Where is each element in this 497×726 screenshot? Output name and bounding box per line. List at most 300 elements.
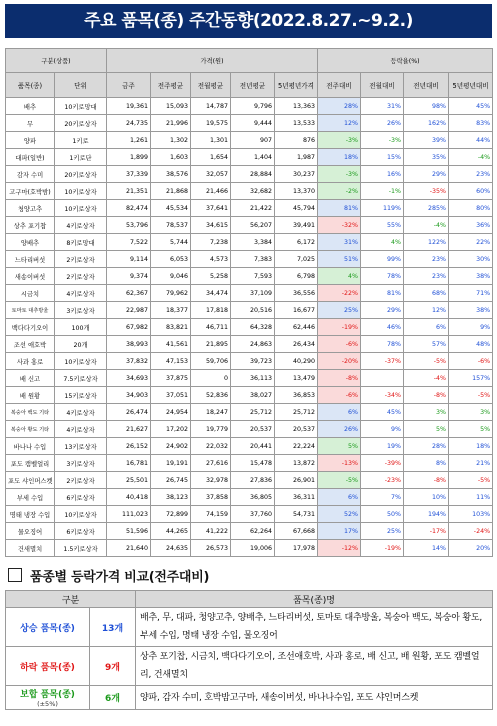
change-cell: 28% xyxy=(318,98,361,115)
item-unit: 10키로망대 xyxy=(55,98,107,115)
price-cell: 0 xyxy=(191,370,231,387)
change-cell: 194% xyxy=(404,506,449,523)
price-cell: 24,902 xyxy=(151,438,191,455)
item-name: 물오징어 xyxy=(6,523,55,540)
change-cell: 119% xyxy=(361,200,404,217)
price-cell: 36,113 xyxy=(231,370,275,387)
column-header: 품목(종) xyxy=(6,73,55,98)
checkbox-square-icon xyxy=(8,568,22,582)
table-row xyxy=(6,217,493,234)
change-cell: -22% xyxy=(318,285,361,302)
price-cell: 34,693 xyxy=(107,370,151,387)
change-cell: -3% xyxy=(318,166,361,183)
change-cell: 60% xyxy=(449,183,493,200)
change-cell: -13% xyxy=(318,455,361,472)
price-cell: 37,109 xyxy=(231,285,275,302)
change-cell: 30% xyxy=(449,251,493,268)
price-cell: 6,798 xyxy=(275,268,318,285)
price-cell: 9,046 xyxy=(151,268,191,285)
column-header: 전주평균 xyxy=(151,73,191,98)
change-cell: 7% xyxy=(361,489,404,506)
price-cell: 74,159 xyxy=(191,506,231,523)
change-cell: 44% xyxy=(449,132,493,149)
change-cell: 11% xyxy=(449,489,493,506)
price-cell: 24,954 xyxy=(151,404,191,421)
price-cell: 41,561 xyxy=(151,336,191,353)
item-unit: 10키로상자 xyxy=(55,183,107,200)
change-cell: 22% xyxy=(449,234,493,251)
change-cell: 98% xyxy=(404,98,449,115)
table-row xyxy=(6,438,493,455)
change-cell: 26% xyxy=(318,421,361,438)
column-header: 전월평균 xyxy=(191,73,231,98)
column-header: 전년평균 xyxy=(231,73,275,98)
header-category: 구분(상품) xyxy=(6,49,107,73)
price-cell: 20,537 xyxy=(275,421,318,438)
item-unit: 10키로상자 xyxy=(55,353,107,370)
price-cell: 37,339 xyxy=(107,166,151,183)
change-cell: 8% xyxy=(404,455,449,472)
price-cell: 20,537 xyxy=(231,421,275,438)
change-cell: 18% xyxy=(449,438,493,455)
price-cell: 37,760 xyxy=(231,506,275,523)
price-cell: 22,224 xyxy=(275,438,318,455)
price-cell: 17,818 xyxy=(191,302,231,319)
comparison-label: 상승 품목(종) xyxy=(6,608,90,647)
change-cell: 10% xyxy=(404,489,449,506)
price-cell: 1,987 xyxy=(275,149,318,166)
change-cell: 38% xyxy=(449,302,493,319)
change-cell: -23% xyxy=(361,472,404,489)
comparison-row xyxy=(6,608,493,647)
column-header: 전월대비 xyxy=(361,73,404,98)
change-cell: 162% xyxy=(404,115,449,132)
item-unit: 4키로상자 xyxy=(55,285,107,302)
table-row xyxy=(6,370,493,387)
item-name: 배 원황 xyxy=(6,387,55,404)
table-row xyxy=(6,98,493,115)
change-cell: -5% xyxy=(404,353,449,370)
change-cell: 12% xyxy=(404,302,449,319)
item-name: 건새멸치 xyxy=(6,540,55,557)
price-cell: 37,875 xyxy=(151,370,191,387)
price-cell: 83,821 xyxy=(151,319,191,336)
change-cell: 5% xyxy=(318,438,361,455)
item-name: 대파(일반) xyxy=(6,149,55,166)
item-name: 시금치 xyxy=(6,285,55,302)
price-cell: 9,374 xyxy=(107,268,151,285)
change-cell: -5% xyxy=(318,472,361,489)
item-name: 새송이버섯 xyxy=(6,268,55,285)
price-cell: 7,593 xyxy=(231,268,275,285)
price-cell: 37,832 xyxy=(107,353,151,370)
change-cell: 5% xyxy=(404,421,449,438)
change-cell: 48% xyxy=(449,336,493,353)
price-cell: 18,377 xyxy=(151,302,191,319)
change-cell: 5% xyxy=(449,421,493,438)
item-name: 조선 애호박 xyxy=(6,336,55,353)
item-name: 양파 xyxy=(6,132,55,149)
item-unit: 2키로상자 xyxy=(55,268,107,285)
comparison-title-text: 품종별 등락가격 비교(전주대비) xyxy=(30,570,210,585)
item-unit: 1키로 xyxy=(55,132,107,149)
change-cell: 38% xyxy=(449,268,493,285)
table-row xyxy=(6,302,493,319)
price-cell: 36,556 xyxy=(275,285,318,302)
page-title: 주요 품목(종) 주간동향(2022.8.27.~9.2.) xyxy=(5,4,492,38)
table-row xyxy=(6,353,493,370)
change-cell: -24% xyxy=(449,523,493,540)
item-unit: 1.5키로상자 xyxy=(55,540,107,557)
header-change: 등락율(%) xyxy=(318,49,493,73)
comparison-items: 양파, 감자 수미, 호박밤고구마, 새송이버섯, 바나나수입, 포도 샤인머스켓 xyxy=(136,686,493,710)
price-cell: 46,711 xyxy=(191,319,231,336)
table-row xyxy=(6,489,493,506)
table-row xyxy=(6,268,493,285)
price-cell: 21,466 xyxy=(191,183,231,200)
price-cell: 39,491 xyxy=(275,217,318,234)
price-cell: 1,302 xyxy=(151,132,191,149)
item-name: 복숭아 황도 기타 xyxy=(6,421,55,438)
item-unit: 20개 xyxy=(55,336,107,353)
price-cell: 21,640 xyxy=(107,540,151,557)
comparison-label: 보합 품목(종) (±5%) xyxy=(6,686,90,710)
price-cell: 52,836 xyxy=(191,387,231,404)
price-cell: 7,238 xyxy=(191,234,231,251)
price-cell: 36,853 xyxy=(275,387,318,404)
price-cell: 3,384 xyxy=(231,234,275,251)
change-cell: -4% xyxy=(404,370,449,387)
change-cell: -8% xyxy=(404,472,449,489)
change-cell: 23% xyxy=(404,251,449,268)
table-row xyxy=(6,200,493,217)
price-cell: 62,367 xyxy=(107,285,151,302)
price-cell: 64,328 xyxy=(231,319,275,336)
comparison-table xyxy=(5,590,493,710)
price-cell: 13,479 xyxy=(275,370,318,387)
price-cell: 72,899 xyxy=(151,506,191,523)
price-cell: 32,682 xyxy=(231,183,275,200)
item-name: 상추 포기찹 xyxy=(6,217,55,234)
change-cell: -3% xyxy=(318,132,361,149)
price-cell: 67,982 xyxy=(107,319,151,336)
price-cell: 13,363 xyxy=(275,98,318,115)
price-cell: 59,706 xyxy=(191,353,231,370)
price-cell: 7,383 xyxy=(231,251,275,268)
change-cell: 99% xyxy=(361,251,404,268)
price-cell: 7,025 xyxy=(275,251,318,268)
item-name: 감자 수미 xyxy=(6,166,55,183)
change-cell: 21% xyxy=(449,455,493,472)
price-cell: 18,247 xyxy=(191,404,231,421)
price-cell: 37,051 xyxy=(151,387,191,404)
comparison-count: 6개 xyxy=(90,686,136,710)
item-name: 고구마(호박밤) xyxy=(6,183,55,200)
price-cell: 27,836 xyxy=(231,472,275,489)
table-row xyxy=(6,234,493,251)
item-unit: 3키로상자 xyxy=(55,302,107,319)
change-cell: 20% xyxy=(449,540,493,557)
item-unit: 2키로상자 xyxy=(55,472,107,489)
price-cell: 9,444 xyxy=(231,115,275,132)
price-cell: 41,222 xyxy=(191,523,231,540)
change-cell: 31% xyxy=(361,98,404,115)
item-name: 배 신고 xyxy=(6,370,55,387)
price-cell: 15,093 xyxy=(151,98,191,115)
price-cell: 17,202 xyxy=(151,421,191,438)
change-cell: 45% xyxy=(361,404,404,421)
price-cell: 45,534 xyxy=(151,200,191,217)
change-cell: -4% xyxy=(404,217,449,234)
item-unit: 10키로상자 xyxy=(55,200,107,217)
price-cell: 54,731 xyxy=(275,506,318,523)
change-cell: -17% xyxy=(404,523,449,540)
change-cell: -1% xyxy=(361,183,404,200)
item-unit: 8키로망대 xyxy=(55,234,107,251)
price-cell: 34,903 xyxy=(107,387,151,404)
change-cell: 29% xyxy=(404,166,449,183)
change-cell: 17% xyxy=(318,523,361,540)
comparison-items: 배추, 무, 대파, 청양고추, 양배추, 느타리버섯, 토마토 대추방울, 복숭아 백도, 복숭아 황도, 부세 수입, 명태 냉장 수입, 물오징어 xyxy=(136,608,493,647)
change-cell: 46% xyxy=(361,319,404,336)
price-cell: 907 xyxy=(231,132,275,149)
change-cell: 78% xyxy=(361,336,404,353)
price-cell: 17,978 xyxy=(275,540,318,557)
price-cell: 21,627 xyxy=(107,421,151,438)
comparison-header-category: 구분 xyxy=(6,591,136,608)
price-cell: 51,596 xyxy=(107,523,151,540)
price-cell: 22,032 xyxy=(191,438,231,455)
price-cell: 111,023 xyxy=(107,506,151,523)
price-cell: 5,258 xyxy=(191,268,231,285)
change-cell: -19% xyxy=(318,319,361,336)
table-row xyxy=(6,540,493,557)
price-cell: 26,745 xyxy=(151,472,191,489)
price-cell: 26,573 xyxy=(191,540,231,557)
item-unit: 13키로상자 xyxy=(55,438,107,455)
price-cell: 78,537 xyxy=(151,217,191,234)
table-row xyxy=(6,115,493,132)
change-cell: 31% xyxy=(318,234,361,251)
price-cell: 45,794 xyxy=(275,200,318,217)
change-cell: 51% xyxy=(318,251,361,268)
change-cell: 68% xyxy=(404,285,449,302)
table-row xyxy=(6,319,493,336)
price-cell: 1,261 xyxy=(107,132,151,149)
change-cell: -2% xyxy=(318,183,361,200)
price-cell: 62,446 xyxy=(275,319,318,336)
change-cell: -6% xyxy=(318,336,361,353)
item-name: 명태 냉장 수입 xyxy=(6,506,55,523)
comparison-header-items: 품목(종)명 xyxy=(136,591,493,608)
item-name: 청양고추 xyxy=(6,200,55,217)
change-cell: 35% xyxy=(404,149,449,166)
change-cell: 55% xyxy=(361,217,404,234)
price-cell: 14,787 xyxy=(191,98,231,115)
change-cell: 9% xyxy=(449,319,493,336)
price-cell: 19,361 xyxy=(107,98,151,115)
price-cell: 32,978 xyxy=(191,472,231,489)
change-cell: 45% xyxy=(449,98,493,115)
comparison-count: 13개 xyxy=(90,608,136,647)
comparison-label: 하락 품목(종) xyxy=(6,647,90,686)
price-cell: 21,868 xyxy=(151,183,191,200)
price-cell: 13,370 xyxy=(275,183,318,200)
price-cell: 5,744 xyxy=(151,234,191,251)
item-name: 느타리버섯 xyxy=(6,251,55,268)
table-row xyxy=(6,421,493,438)
item-unit: 1키로단 xyxy=(55,149,107,166)
price-cell: 38,123 xyxy=(151,489,191,506)
price-cell: 6,172 xyxy=(275,234,318,251)
price-cell: 1,899 xyxy=(107,149,151,166)
change-cell: 103% xyxy=(449,506,493,523)
table-row xyxy=(6,336,493,353)
change-cell: -34% xyxy=(361,387,404,404)
comparison-items: 상추 포기찹, 시금치, 백다다기오이, 조선애호박, 사과 홍로, 배 신고, 배 원황, 포도 캠벨얼리, 건새멸치 xyxy=(136,647,493,686)
price-cell: 21,996 xyxy=(151,115,191,132)
item-unit: 3키로상자 xyxy=(55,455,107,472)
change-cell: -35% xyxy=(404,183,449,200)
change-cell: -5% xyxy=(449,472,493,489)
item-name: 사과 홍로 xyxy=(6,353,55,370)
price-cell: 32,057 xyxy=(191,166,231,183)
table-row xyxy=(6,523,493,540)
price-cell: 20,441 xyxy=(231,438,275,455)
change-cell: -3% xyxy=(361,132,404,149)
comparison-row xyxy=(6,686,493,710)
change-cell: -6% xyxy=(318,387,361,404)
price-cell: 15,478 xyxy=(231,455,275,472)
price-cell: 7,522 xyxy=(107,234,151,251)
table-row xyxy=(6,183,493,200)
item-name: 백다다기오이 xyxy=(6,319,55,336)
column-header: 전주대비 xyxy=(318,73,361,98)
change-cell: 26% xyxy=(361,115,404,132)
price-cell: 67,668 xyxy=(275,523,318,540)
change-cell: 285% xyxy=(404,200,449,217)
change-cell: -8% xyxy=(318,370,361,387)
change-cell xyxy=(361,370,404,387)
price-cell: 36,311 xyxy=(275,489,318,506)
table-row xyxy=(6,404,493,421)
change-cell: 18% xyxy=(318,149,361,166)
change-cell: 4% xyxy=(361,234,404,251)
table-row xyxy=(6,285,493,302)
change-cell: -37% xyxy=(361,353,404,370)
change-cell: 25% xyxy=(318,302,361,319)
item-unit: 7.5키로상자 xyxy=(55,370,107,387)
price-cell: 13,533 xyxy=(275,115,318,132)
item-name: 복숭아 백도 기타 xyxy=(6,404,55,421)
price-cell: 19,191 xyxy=(151,455,191,472)
price-cell: 38,027 xyxy=(231,387,275,404)
price-cell: 1,404 xyxy=(231,149,275,166)
price-cell: 6,053 xyxy=(151,251,191,268)
item-unit: 20키로상자 xyxy=(55,115,107,132)
change-cell: 3% xyxy=(449,404,493,421)
change-cell: 6% xyxy=(318,404,361,421)
change-cell: 57% xyxy=(404,336,449,353)
price-cell: 26,434 xyxy=(275,336,318,353)
change-cell: 4% xyxy=(318,268,361,285)
price-cell: 4,573 xyxy=(191,251,231,268)
price-cell: 19,779 xyxy=(191,421,231,438)
price-cell: 26,474 xyxy=(107,404,151,421)
item-unit: 15키로상자 xyxy=(55,387,107,404)
change-cell: -4% xyxy=(449,149,493,166)
price-cell: 34,474 xyxy=(191,285,231,302)
table-row xyxy=(6,149,493,166)
price-cell: 26,152 xyxy=(107,438,151,455)
item-unit: 2키로상자 xyxy=(55,251,107,268)
price-cell: 22,987 xyxy=(107,302,151,319)
price-cell: 53,796 xyxy=(107,217,151,234)
change-cell: 81% xyxy=(361,285,404,302)
item-unit: 20키로상자 xyxy=(55,166,107,183)
price-cell: 13,872 xyxy=(275,455,318,472)
comparison-section-title xyxy=(8,566,209,585)
price-cell: 1,603 xyxy=(151,149,191,166)
change-cell: 71% xyxy=(449,285,493,302)
change-cell: 122% xyxy=(404,234,449,251)
change-cell: -12% xyxy=(318,540,361,557)
change-cell: 83% xyxy=(449,115,493,132)
price-cell: 79,962 xyxy=(151,285,191,302)
table-row xyxy=(6,472,493,489)
price-cell: 37,641 xyxy=(191,200,231,217)
item-name: 포도 샤인머스켓 xyxy=(6,472,55,489)
comparison-row xyxy=(6,647,493,686)
price-cell: 9,796 xyxy=(231,98,275,115)
item-name: 무 xyxy=(6,115,55,132)
change-cell: 23% xyxy=(449,166,493,183)
change-cell: -20% xyxy=(318,353,361,370)
price-cell: 40,418 xyxy=(107,489,151,506)
price-cell: 47,153 xyxy=(151,353,191,370)
change-cell: 12% xyxy=(318,115,361,132)
item-unit: 6키로상자 xyxy=(55,523,107,540)
price-cell: 38,993 xyxy=(107,336,151,353)
change-cell: 52% xyxy=(318,506,361,523)
item-name: 바나나 수입 xyxy=(6,438,55,455)
price-cell: 34,615 xyxy=(191,217,231,234)
price-table xyxy=(5,48,493,557)
column-header: 전년대비 xyxy=(404,73,449,98)
price-cell: 876 xyxy=(275,132,318,149)
price-cell: 21,351 xyxy=(107,183,151,200)
price-cell: 44,265 xyxy=(151,523,191,540)
column-header: 5년평년대비 xyxy=(449,73,493,98)
price-cell: 82,474 xyxy=(107,200,151,217)
price-cell: 9,114 xyxy=(107,251,151,268)
change-cell: -32% xyxy=(318,217,361,234)
change-cell: 78% xyxy=(361,268,404,285)
change-cell: -6% xyxy=(449,353,493,370)
change-cell: 80% xyxy=(449,200,493,217)
change-cell: 36% xyxy=(449,217,493,234)
price-cell: 21,422 xyxy=(231,200,275,217)
table-row xyxy=(6,132,493,149)
change-cell: -19% xyxy=(361,540,404,557)
price-cell: 1,654 xyxy=(191,149,231,166)
change-cell: -5% xyxy=(449,387,493,404)
item-unit: 6키로상자 xyxy=(55,489,107,506)
price-cell: 24,735 xyxy=(107,115,151,132)
item-unit: 4키로상자 xyxy=(55,421,107,438)
table-row xyxy=(6,387,493,404)
price-cell: 40,290 xyxy=(275,353,318,370)
